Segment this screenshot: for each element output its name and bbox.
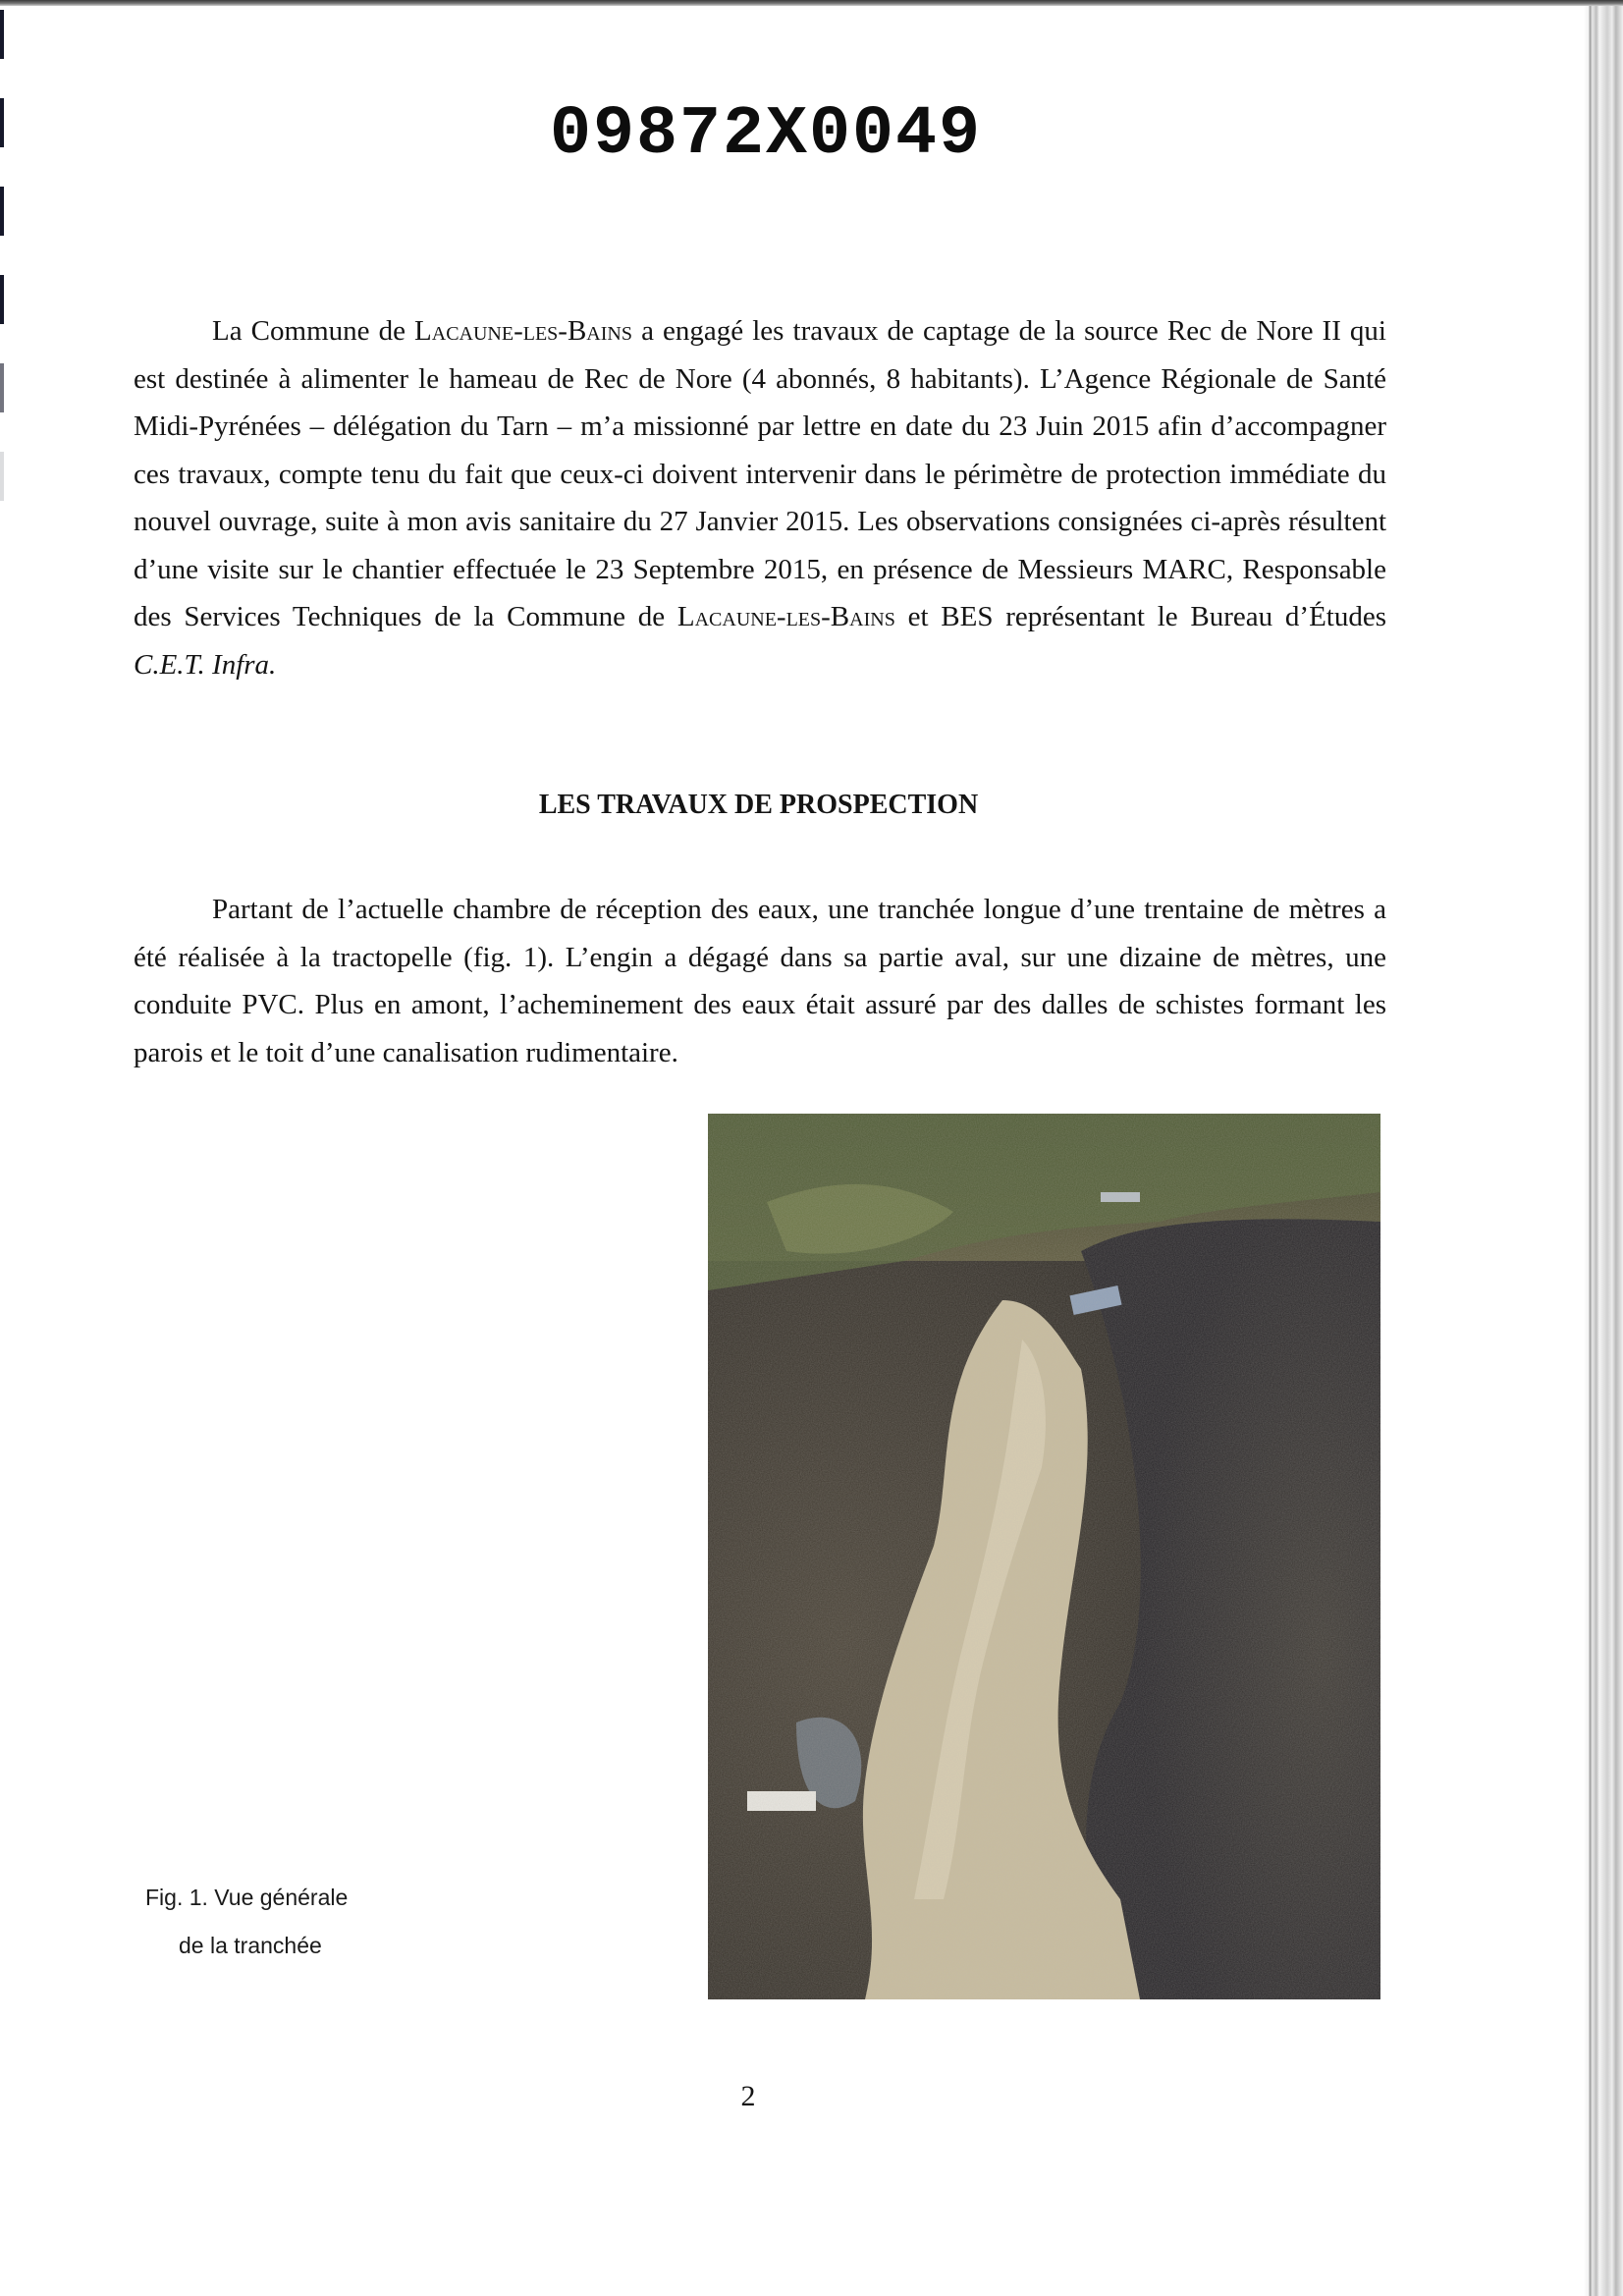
photo-texture (708, 1114, 1380, 1999)
scan-page-stack-edge (1584, 6, 1623, 2296)
binder-mark (0, 452, 4, 501)
intro-paragraph (134, 307, 1386, 688)
prospection-paragraph (134, 886, 1386, 1076)
binder-mark (0, 363, 4, 412)
commune-name: Lacaune-les-Bains (414, 315, 632, 347)
page-number: 2 (740, 2080, 756, 2112)
document-code: 09872X0049 (549, 96, 983, 174)
text-segment: Partant de l’actuelle chambre de réception des eaux, une tranchée longue d’une trentaine de mètres a été réalisée à la tractopelle (fig. 1). L’engin a dégagé dans sa partie aval, sur une dizaine de mètres, une conduite PVC. Plus en amont, l’acheminement des eaux était assuré par des dalles de schistes formant les parois et le toit d’une canalisation rudimentaire. (134, 894, 1386, 1068)
binder-mark (0, 10, 4, 59)
figure-caption-line-1: Fig. 1. Vue générale (145, 1885, 349, 1910)
trench-photo-image (708, 1114, 1380, 1999)
binder-mark (0, 187, 4, 236)
commune-name: Lacaune-les-Bains (676, 601, 895, 632)
text-segment: et BES représentant le Bureau d’Études (894, 601, 1386, 632)
scan-top-edge (0, 0, 1623, 6)
text-segment: a engagé les travaux de captage de la source Rec de Nore II qui est destinée à alimenter le hameau de Rec de Nore (4 abonnés, 8 habitants). L’Agence Régionale de Santé Midi-Pyrénées – délégation du Tarn – m’a missionné par lettre en date du 23 Juin 2015 afin d’accompagner ces travaux, compte tenu du fait que ceux-ci doivent intervenir dans le périmètre de protection immédiate du nouvel ouvrage, suite à mon avis sanitaire du 27 Janvier 2015. Les observations consignées ci-après résultent d’une visite sur le chantier effectuée le 23 Septembre 2015, en présence de Messieurs MARC, Responsable des Services Techniques de la Commune de (134, 315, 1386, 632)
figure-caption (145, 1874, 381, 1970)
text-segment: La Commune de (212, 315, 415, 347)
figure-caption-line-2: de la tranchée (179, 1933, 322, 1958)
trench-photo (708, 1114, 1380, 1999)
binder-mark (0, 275, 4, 324)
bureau-name: C.E.T. Infra. (134, 648, 277, 681)
section-heading: LES TRAVAUX DE PROSPECTION (538, 790, 979, 820)
